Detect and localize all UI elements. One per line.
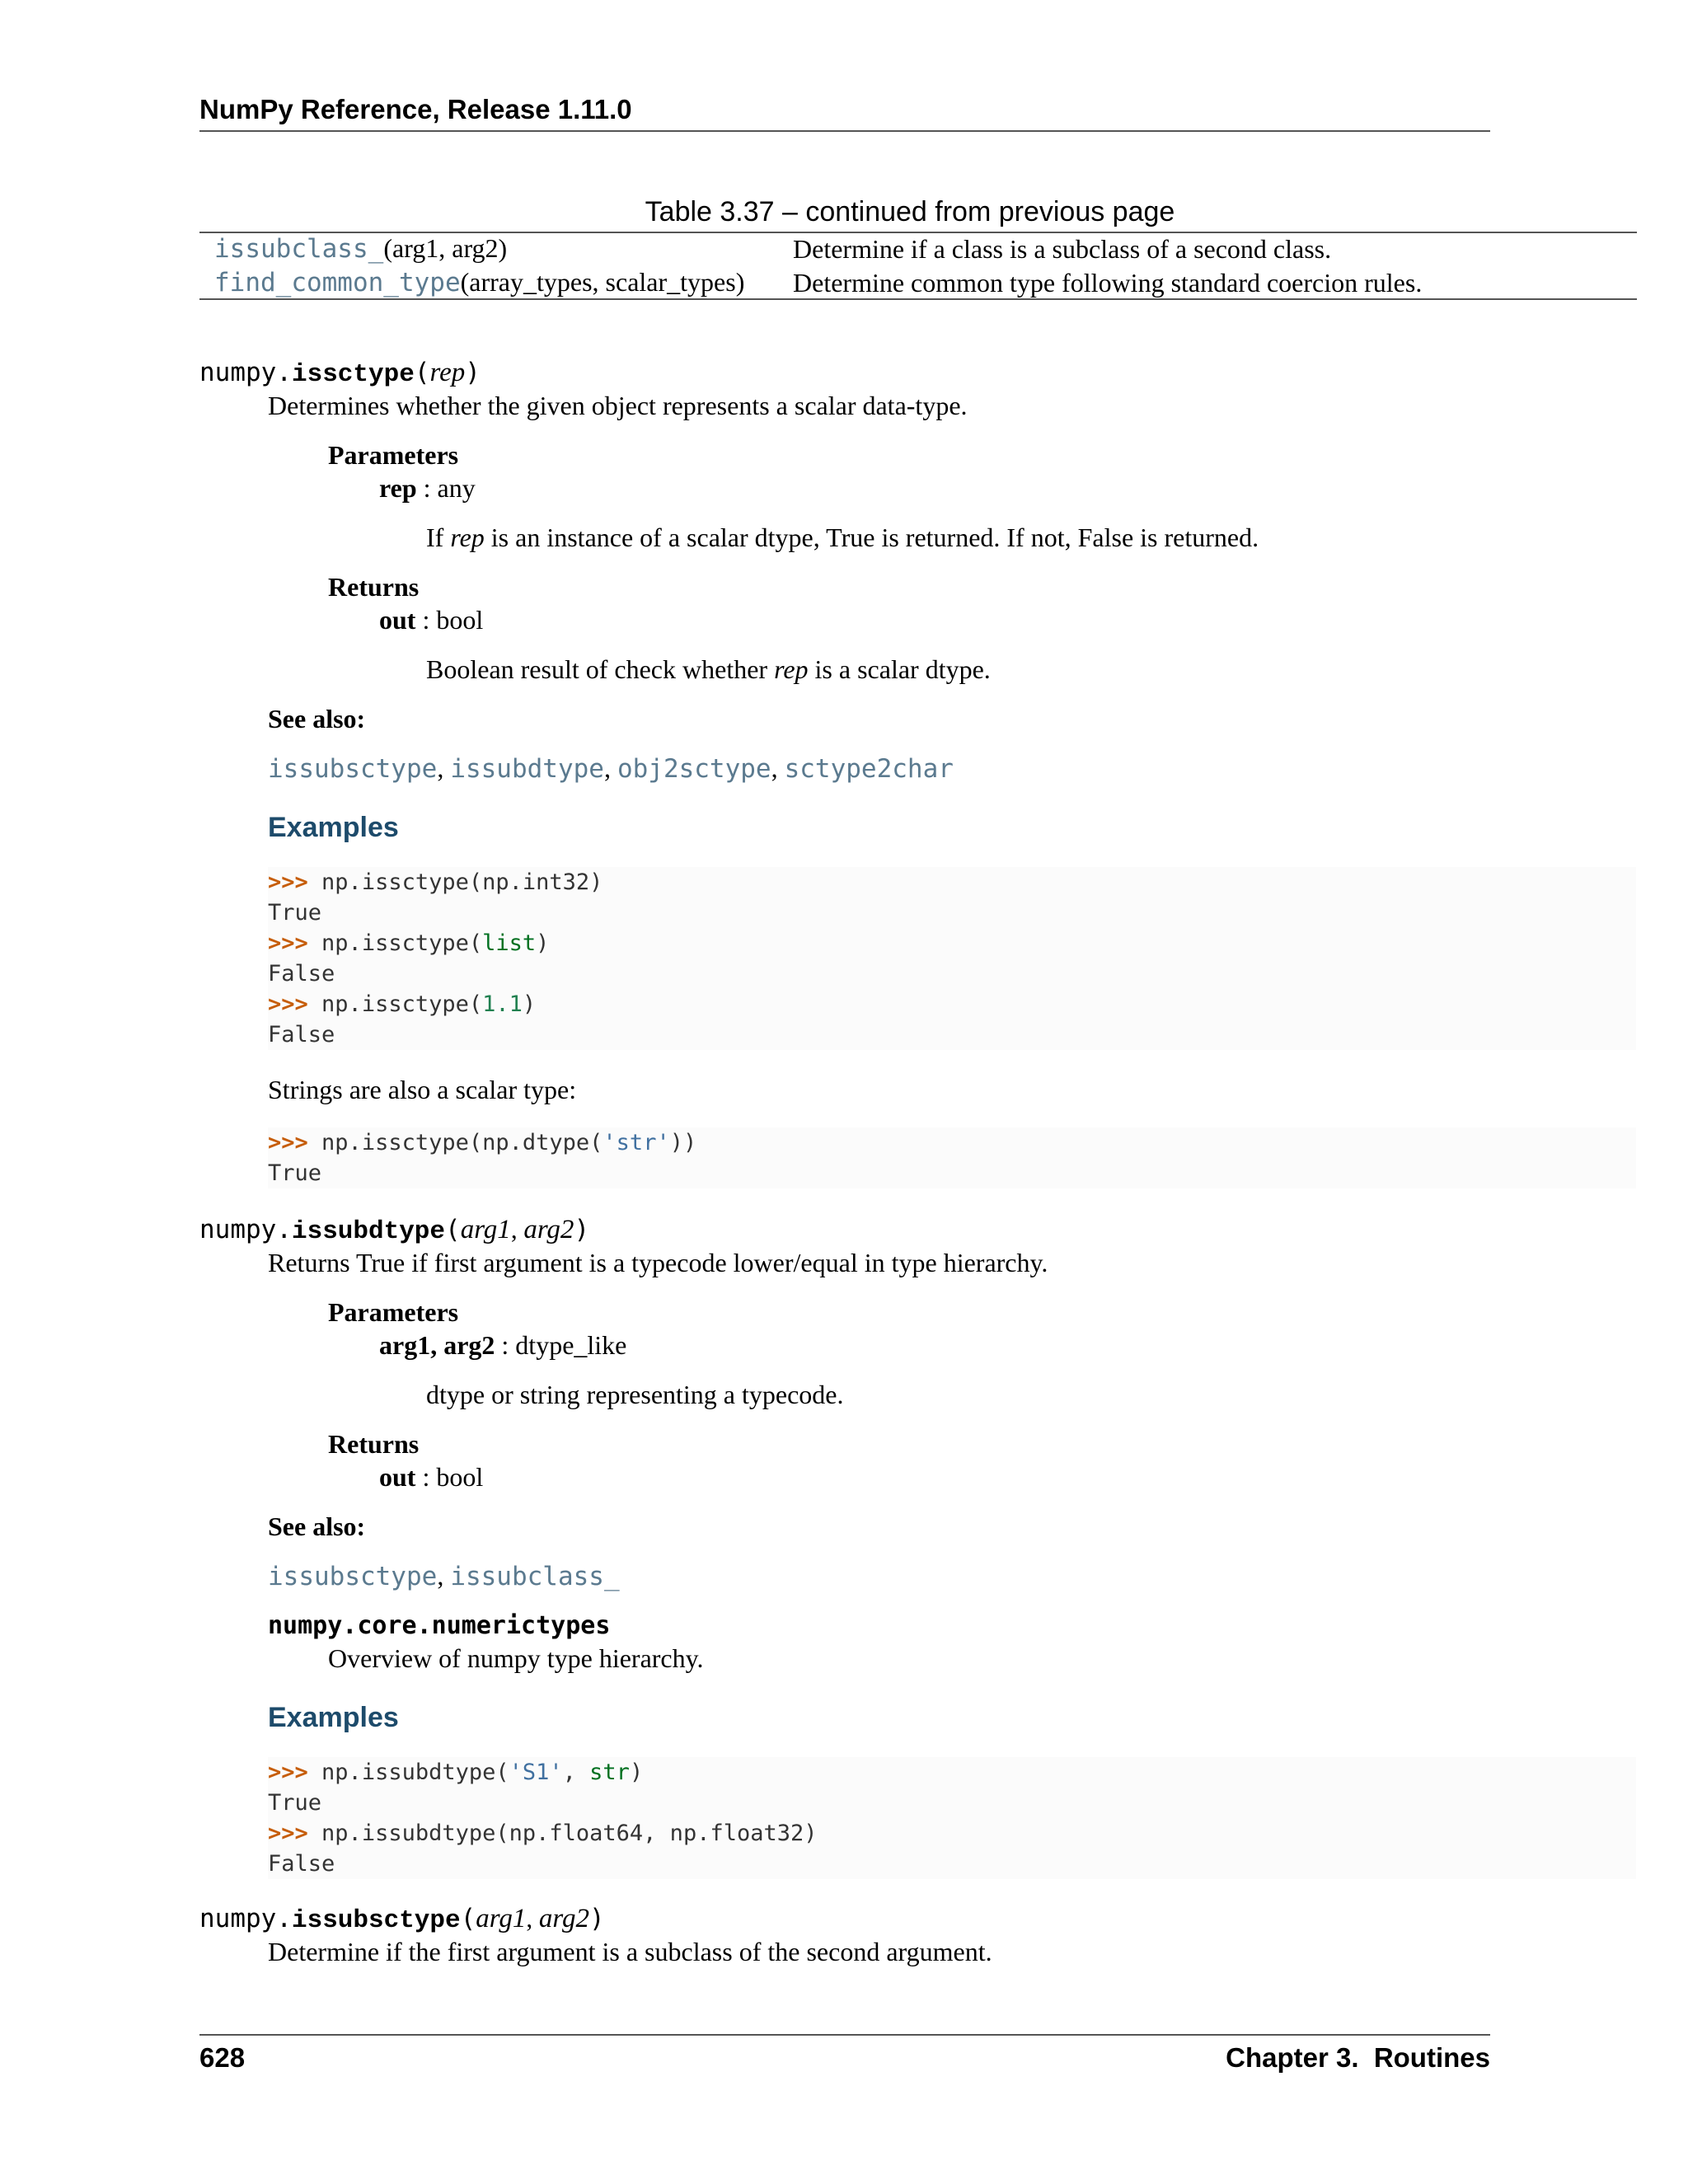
continued-table (209, 232, 1427, 299)
code-text: ) (629, 1760, 644, 1785)
ret-name: out (379, 1462, 416, 1492)
prompt: >>> (268, 1760, 308, 1785)
param-desc: dtype or string representing a typecode. (426, 1380, 844, 1409)
param-name: arg1, arg2 (379, 1330, 495, 1360)
code-text: np.issubdtype( (321, 1760, 509, 1785)
strings-note: Strings are also a scalar type: (268, 1075, 577, 1104)
prompt: >>> (268, 869, 308, 895)
sig-module: numpy. (199, 1904, 292, 1933)
param-type: any (437, 473, 476, 503)
see-also-links: issubsctype, issubdtype, obj2sctype, sctype2char (268, 753, 954, 784)
row-args: (array_types, scalar_types) (460, 267, 745, 297)
see-also-link[interactable]: issubclass_ (450, 1562, 620, 1591)
see-also-label: See also: (268, 704, 366, 733)
running-header: NumPy Reference, Release 1.11.0 (199, 94, 632, 124)
row-args: (arg1, arg2) (383, 233, 508, 263)
code-text: ) (522, 991, 537, 1017)
prompt: >>> (268, 930, 308, 956)
code-output: False (268, 961, 335, 987)
see-also-link[interactable]: sctype2char (784, 754, 954, 784)
code-text: np.issctype(np.int32) (321, 869, 603, 895)
t: rep (774, 654, 809, 684)
examples-heading: Examples (268, 812, 399, 843)
code-text: np.issubdtype(np.float64, np.float32) (321, 1821, 818, 1846)
param-type: dtype_like (515, 1330, 627, 1360)
return-line (379, 605, 483, 635)
sig-paren: ( (414, 358, 430, 387)
returns-label: Returns (328, 1429, 420, 1459)
sig-name: issubsctype (291, 1906, 461, 1935)
code-block (268, 867, 1636, 1050)
find-common-type-link[interactable]: find_common_type (214, 268, 461, 298)
issubdtype-summary: Returns True if first argument is a typecode lower/equal in type hierarchy. (268, 1248, 1048, 1277)
sig-paren: ( (460, 1904, 476, 1933)
code-text: , (562, 1760, 590, 1785)
see-also-link[interactable]: issubsctype (268, 754, 438, 784)
ref-name[interactable]: numpy.core.numerictypes (268, 1611, 611, 1640)
sig-comma: , (526, 1904, 539, 1933)
code-text: np.issctype( (321, 991, 483, 1017)
sig-arg: arg1 (476, 1904, 527, 1933)
sep: : (495, 1330, 516, 1360)
return-desc (426, 654, 991, 685)
table-row (209, 232, 1427, 265)
sep: : (416, 473, 438, 503)
param-name: rep (379, 473, 417, 503)
code-output: True (268, 900, 322, 926)
code-output: False (268, 1022, 335, 1047)
sig-comma: , (510, 1215, 524, 1244)
t: is a scalar dtype. (808, 654, 991, 684)
t: rep (450, 523, 485, 552)
sep: : (415, 605, 437, 635)
code-string: 'S1' (509, 1760, 563, 1785)
code-output: True (268, 1790, 322, 1816)
code-output: False (268, 1851, 335, 1877)
table-bottom-rule (199, 298, 1637, 300)
table-row (209, 265, 1427, 299)
issubsctype-signature (199, 1904, 605, 1935)
code-builtin: list (482, 930, 537, 956)
sig-paren: ) (574, 1215, 590, 1244)
issctype-summary: Determines whether the given object represents a scalar data-type. (268, 391, 968, 420)
returns-label: Returns (328, 572, 420, 602)
sig-paren: ( (445, 1215, 461, 1244)
ret-name: out (379, 605, 416, 635)
param-desc (426, 523, 1259, 553)
footer-rule (199, 2034, 1490, 2036)
sig-arg: arg2 (538, 1904, 590, 1933)
issubsctype-summary: Determine if the first argument is a subclass of the second argument. (268, 1937, 992, 1966)
return-line (379, 1462, 483, 1493)
examples-heading: Examples (268, 1702, 399, 1733)
code-string: 'str' (603, 1130, 670, 1155)
sig-module: numpy. (199, 1215, 292, 1244)
page-number: 628 (199, 2042, 246, 2073)
see-also-links: issubsctype, issubclass_ (268, 1561, 620, 1591)
param-line (379, 473, 476, 504)
see-also-label: See also: (268, 1511, 366, 1541)
sig-arg: arg2 (523, 1215, 574, 1244)
ref-desc: Overview of numpy type hierarchy. (328, 1643, 704, 1673)
sig-name: issctype (291, 360, 415, 389)
params-label: Parameters (328, 440, 459, 470)
header-rule (199, 130, 1490, 132)
prompt: >>> (268, 1130, 308, 1155)
issubdtype-signature (199, 1215, 589, 1246)
code-block (268, 1757, 1636, 1879)
see-also-link[interactable]: issubdtype (450, 754, 604, 784)
code-number: 1.1 (482, 991, 523, 1017)
sig-arg: rep (429, 358, 466, 387)
sig-module: numpy. (199, 358, 292, 387)
sig-name: issubdtype (291, 1217, 446, 1246)
t: If (426, 523, 451, 552)
ret-type: bool (436, 1462, 484, 1492)
param-line (379, 1330, 626, 1361)
params-label: Parameters (328, 1297, 459, 1327)
table-caption: Table 3.37 – continued from previous page (645, 196, 1175, 227)
code-builtin: str (589, 1760, 630, 1785)
code-output: True (268, 1160, 322, 1186)
row-desc: Determine if a class is a subclass of a second class. (793, 233, 1332, 264)
sig-paren: ) (589, 1904, 605, 1933)
code-text: )) (669, 1130, 697, 1155)
issctype-signature (199, 358, 481, 389)
sig-arg: arg1 (460, 1215, 511, 1244)
code-block (268, 1127, 1636, 1188)
row-desc: Determine common type following standard coercion rules. (793, 267, 1423, 298)
t: Boolean result of check whether (426, 654, 775, 684)
code-text: np.issctype( (321, 930, 483, 956)
chapter-label: Chapter 3. Routines (1226, 2042, 1490, 2073)
prompt: >>> (268, 1821, 308, 1846)
t: is an instance of a scalar dtype, True is returned. If not, False is returned. (484, 523, 1259, 552)
issubclass-link[interactable]: issubclass_ (214, 234, 384, 264)
code-text: ) (536, 930, 550, 956)
prompt: >>> (268, 991, 308, 1017)
ret-type: bool (436, 605, 484, 635)
sep: : (415, 1462, 437, 1492)
code-text: np.issctype(np.dtype( (321, 1130, 603, 1155)
see-also-link[interactable]: issubsctype (268, 1562, 438, 1591)
see-also-link[interactable]: obj2sctype (617, 754, 771, 784)
sig-paren: ) (465, 358, 481, 387)
